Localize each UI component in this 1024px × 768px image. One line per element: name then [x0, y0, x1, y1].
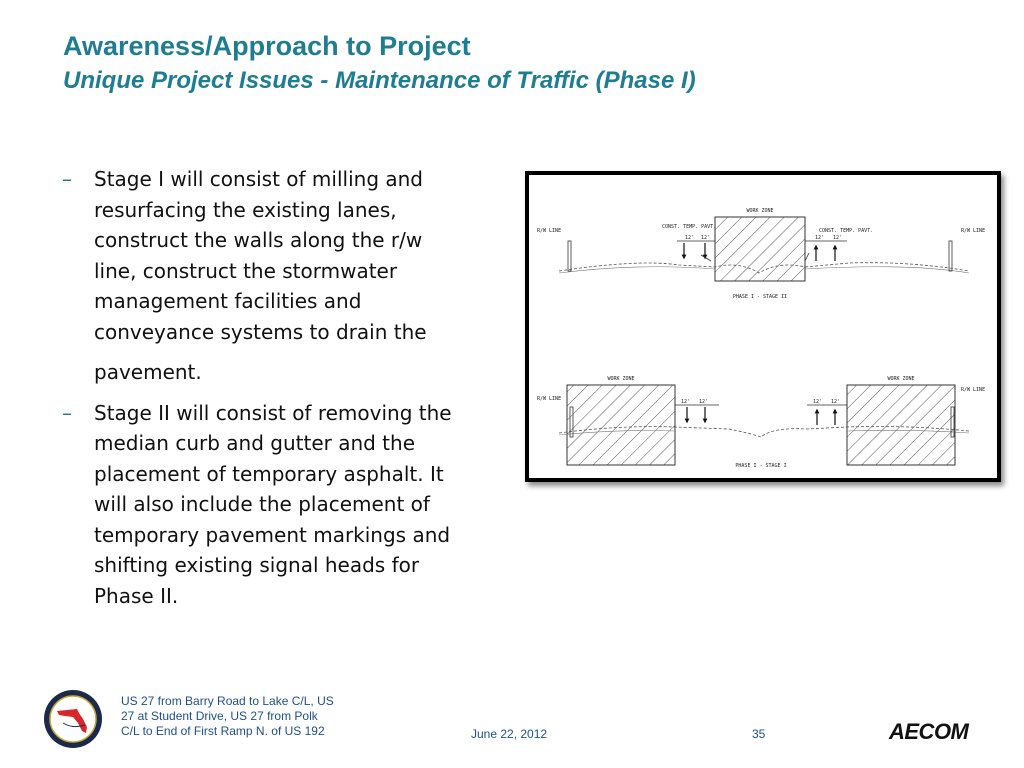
work-zone-label: WORK ZONE	[607, 376, 635, 382]
traffic-phase-diagram	[525, 171, 1001, 482]
slide-subtitle: Unique Project Issues - Maintenance of Traffic (Phase I)	[63, 67, 696, 94]
lane-width-label: 12'	[681, 399, 691, 405]
lane-width-label: 12'	[815, 235, 825, 241]
lane-width-label: 12'	[813, 399, 823, 405]
bullet-item-stage-i	[62, 164, 462, 388]
bullet-text-stage-i: Stage I will consist of milling and resurfacing the existing lanes, construct the walls along the r/w line, construct the stormwater management facilities and conveyance systems to drain the	[94, 167, 427, 344]
footer-date: June 22, 2012	[471, 727, 548, 741]
aecom-logo: AECOM	[889, 719, 969, 744]
bullet-text-stage-ii: Stage II will consist of removing the median curb and gutter and the placement of temporary asphalt. It will also include the placement of temporary pavement markings and shifting existing signal heads for Phase II.	[94, 400, 452, 608]
lane-width-label: 12'	[685, 235, 695, 241]
stage-i-drawing	[537, 376, 985, 469]
bullet-item-stage-ii	[62, 398, 462, 612]
stage-i-caption: PHASE I - STAGE I	[735, 463, 787, 469]
bullet-dash: –	[62, 400, 72, 425]
stage-ii-caption: PHASE I - STAGE II	[732, 294, 788, 300]
rw-line-label: R/W LINE	[537, 228, 562, 234]
rw-line-label: R/W LINE	[961, 387, 986, 393]
lane-width-label: 12'	[833, 235, 843, 241]
work-zone-label: WORK ZONE	[746, 208, 774, 214]
footer-project-text: US 27 from Barry Road to Lake C/L, US 27 at Student Drive, US 27 from Polk C/L to End of First Ramp N. of US 192	[121, 694, 334, 738]
page-number: 35	[752, 727, 766, 741]
rw-line-label: R/W LINE	[961, 228, 986, 234]
bullet-text-continuation: pavement.	[94, 360, 202, 384]
stage-ii-drawing	[537, 208, 985, 300]
slide-title: Awareness/Approach to Project	[63, 31, 471, 61]
const-temp-pavt-label: CONST. TEMP. PAVT.	[662, 224, 717, 230]
lane-width-label: 12'	[831, 399, 841, 405]
lane-width-label: 12'	[701, 235, 711, 241]
work-zone-label: WORK ZONE	[887, 376, 915, 382]
rw-line-label: R/W LINE	[537, 396, 562, 402]
lane-width-label: 12'	[699, 399, 709, 405]
bullet-dash: –	[62, 167, 72, 191]
fdot-seal-logo	[43, 689, 103, 749]
const-temp-pavt-label: CONST. TEMP. PAVT.	[819, 228, 874, 234]
bullet-list	[62, 164, 462, 621]
